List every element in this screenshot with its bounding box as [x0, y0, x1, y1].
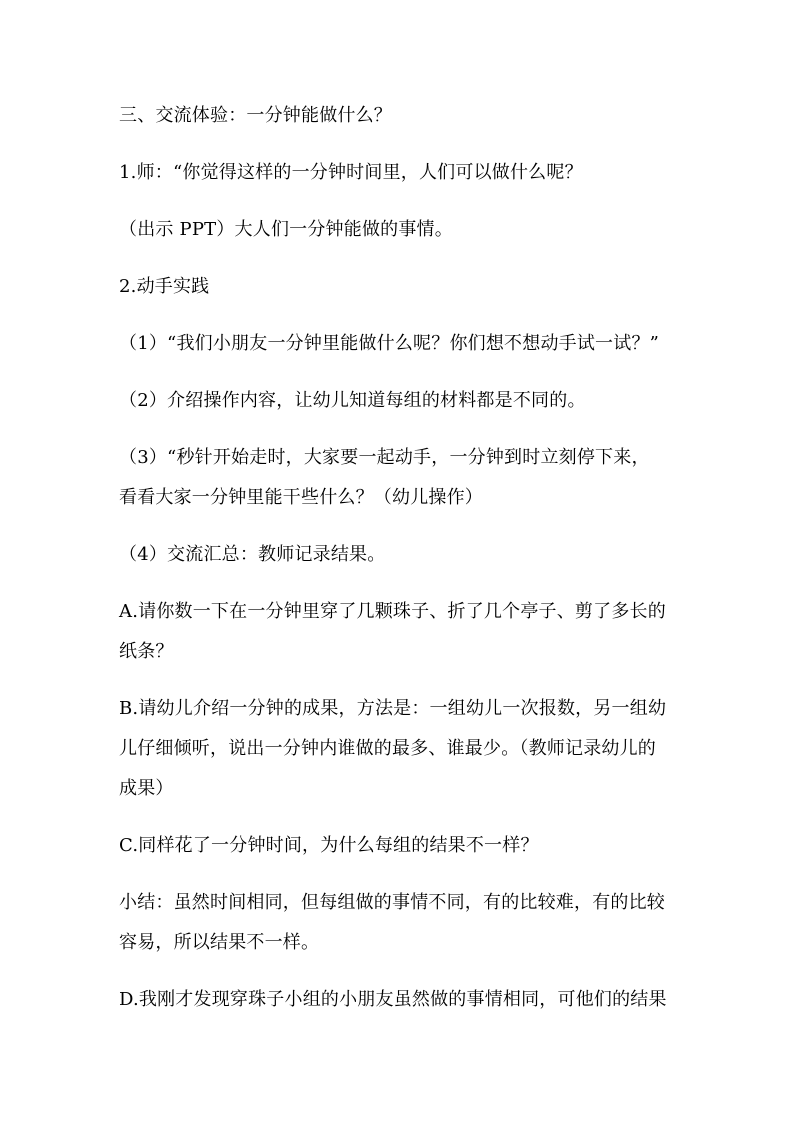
paragraph-line: A.请你数一下在一分钟里穿了几颗珠子、折了几个亭子、剪了多长的 — [119, 601, 666, 622]
section-heading: 三、交流体验：一分钟能做什么？ — [119, 105, 392, 126]
paragraph-line: 容易，所以结果不一样。 — [119, 932, 320, 953]
paragraph-line: 纸条？ — [119, 641, 174, 662]
paragraph-line: （1）“我们小朋友一分钟里能做什么呢？你们想不想动手试一试？” — [119, 333, 660, 354]
paragraph-line: 儿仔细倾听，说出一分钟内谁做的最多、谁最少。（教师记录幼儿的 — [119, 738, 656, 759]
paragraph-line: （出示 PPT）大人们一分钟能做的事情。 — [119, 219, 453, 240]
paragraph-line: （3）“秒针开始走时，大家要一起动手，一分钟到时立刻停下来， — [119, 447, 650, 468]
paragraph-line: 小结：虽然时间相同，但每组做的事情不同，有的比较难，有的比较 — [119, 892, 665, 913]
paragraph-line: （4）交流汇总：教师记录结果。 — [119, 544, 386, 565]
paragraph-line: C.同样花了一分钟时间，为什么每组的结果不一样？ — [119, 835, 539, 856]
paragraph-line: D.我刚才发现穿珠子小组的小朋友虽然做的事情相同，可他们的结果 — [119, 989, 667, 1010]
paragraph-line: 看看大家一分钟里能干些什么？（幼儿操作） — [119, 487, 483, 508]
paragraph-line: 1.师：“你觉得这样的一分钟时间里，人们可以做什么呢？ — [119, 162, 583, 183]
paragraph-line: 成果） — [119, 778, 174, 799]
paragraph-line: B.请幼儿介绍一分钟的成果，方法是：一组幼儿一次报数，另一组幼 — [119, 698, 667, 719]
paragraph-line: （2）介绍操作内容，让幼儿知道每组的材料都是不同的。 — [119, 390, 586, 411]
paragraph-line: 2.动手实践 — [119, 276, 210, 297]
